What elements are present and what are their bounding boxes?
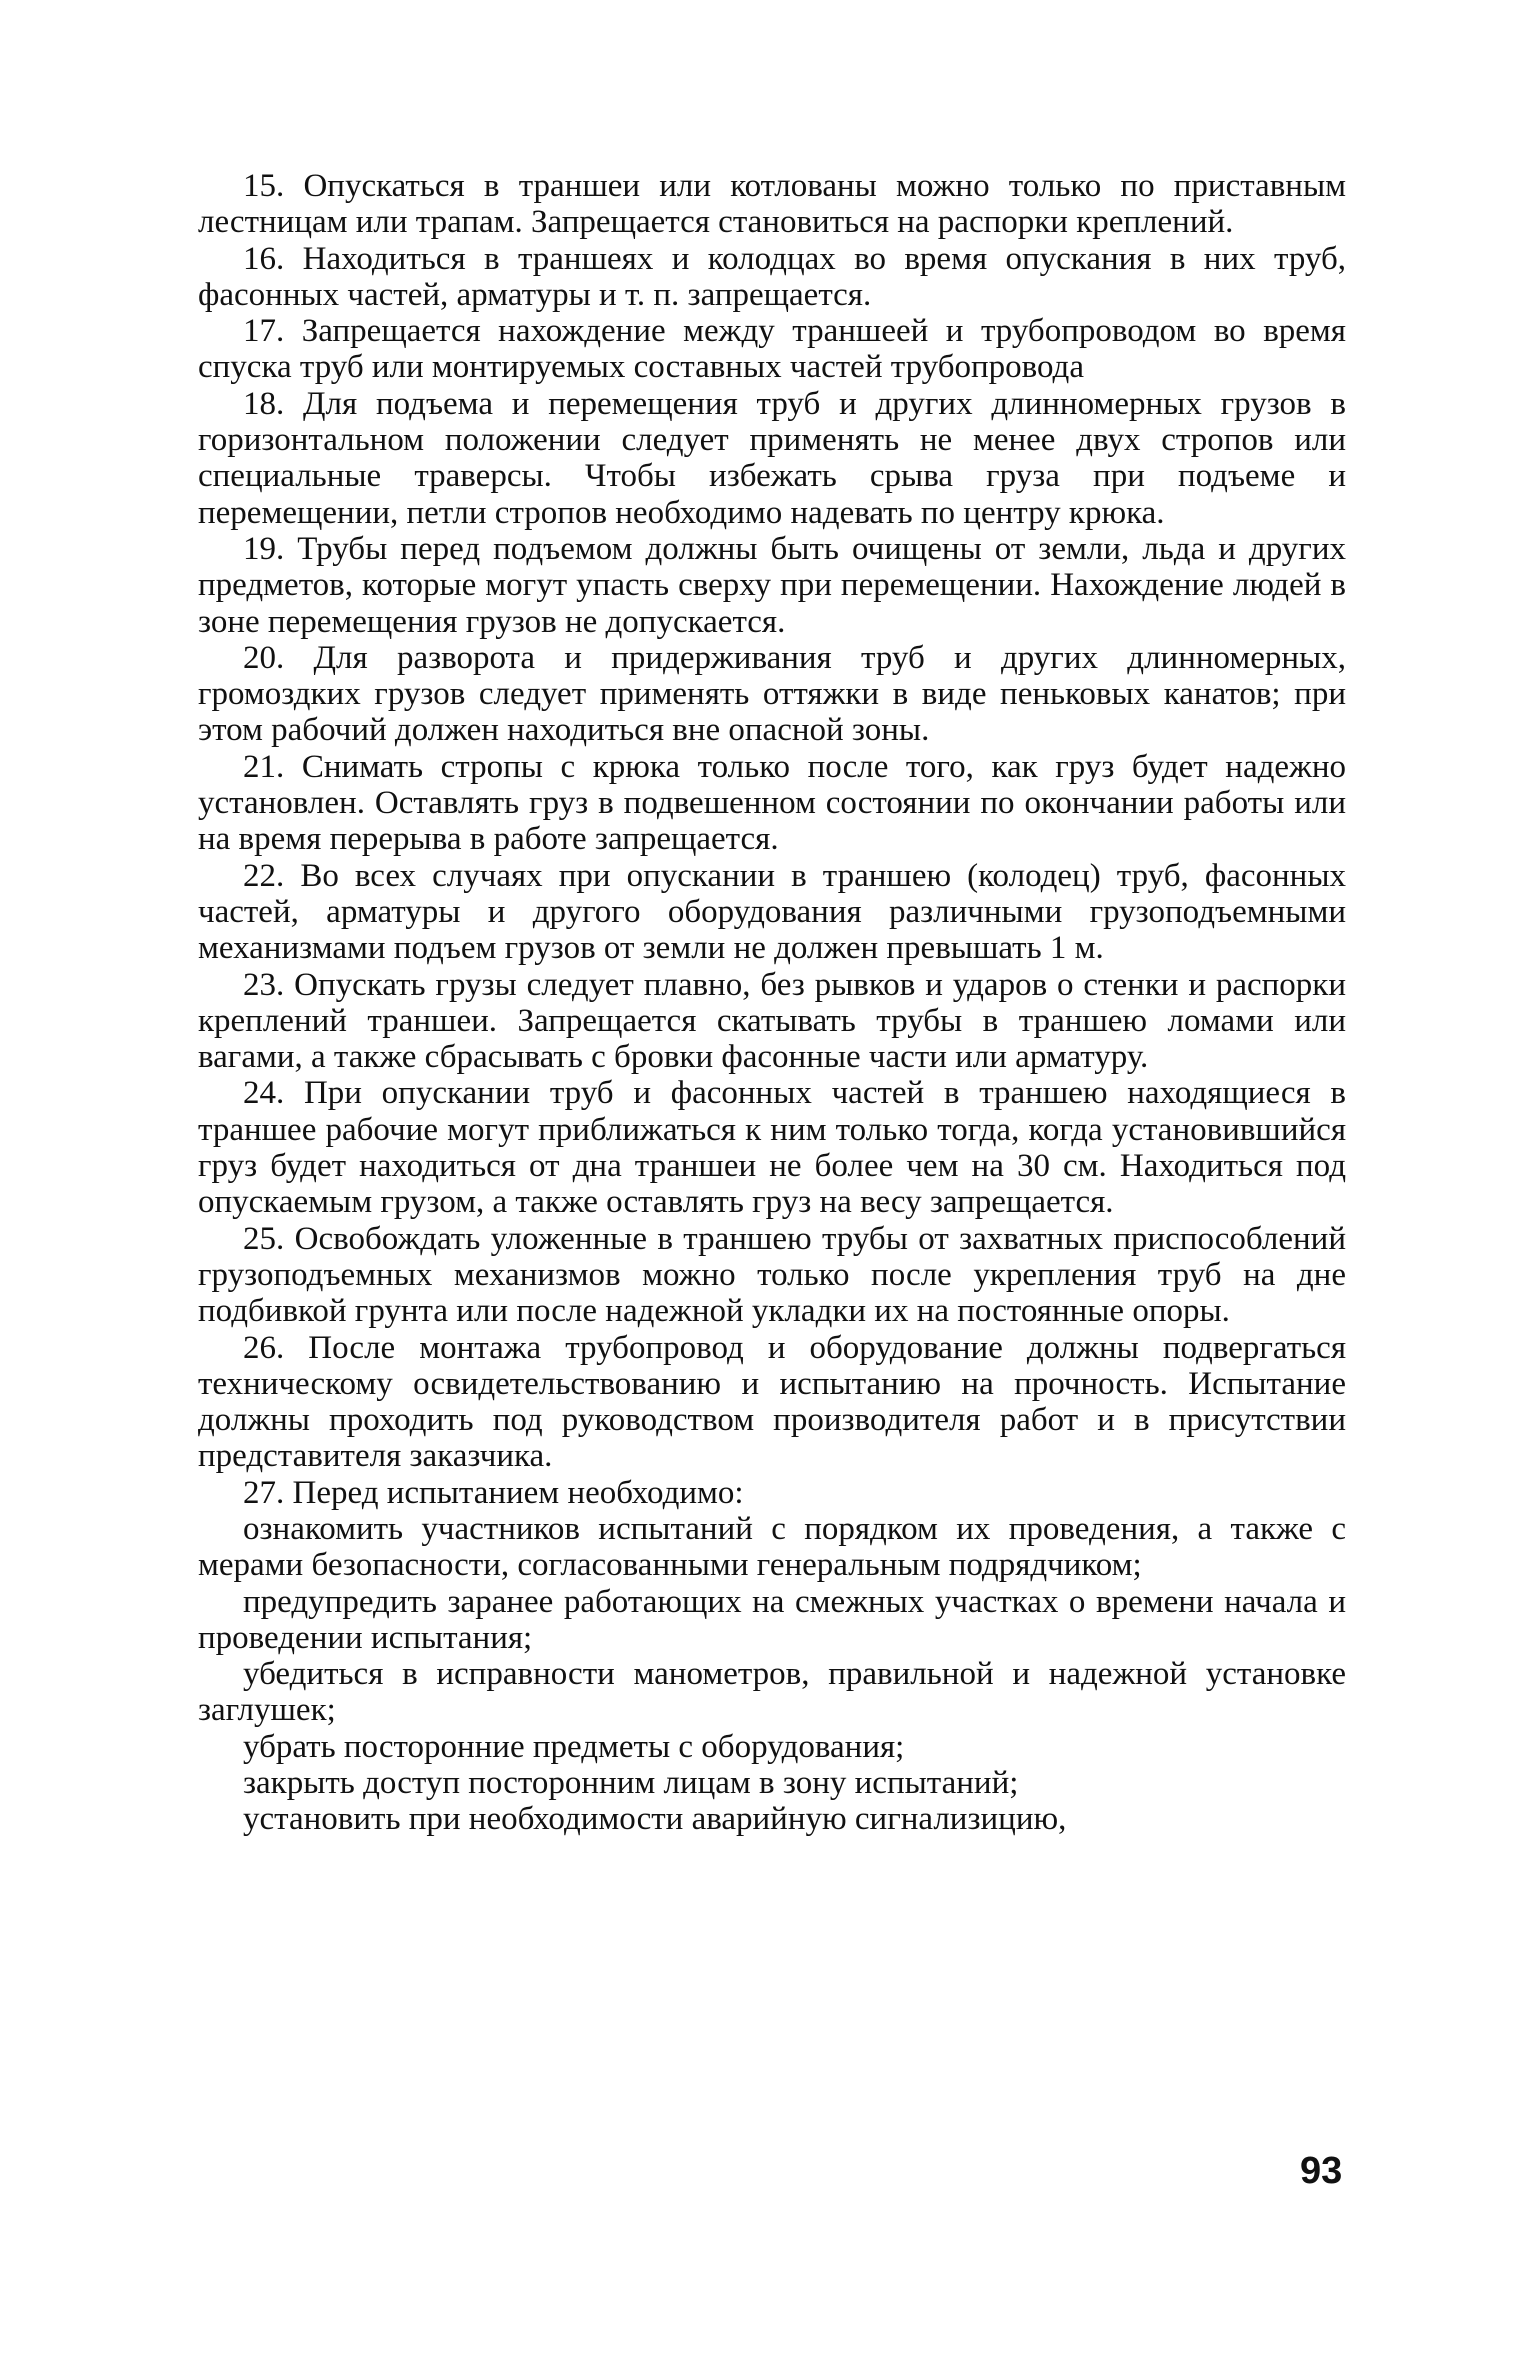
paragraph-19: 19. Трубы перед подъемом должны быть очищены от земли, льда и других предметов, которые могут упасть сверху при перемещении. Нахождение людей в зоне перемещения грузов не допускается. [198, 530, 1346, 640]
paragraph-16: 16. Находиться в траншеях и колодцах во время опускания в них труб, фасонных частей, арматуры и т. п. запрещается. [198, 240, 1346, 313]
paragraph-15: 15. Опускаться в траншеи или котлованы можно только по приставным лестницам или трапам. Запрещается становиться на распорки креплений. [198, 168, 1346, 241]
paragraph-18: 18. Для подъема и перемещения труб и других длинномерных грузов в горизонтальном положении следует применять не менее двух стропов или специальные траверсы. Чтобы избежать срыва груза при подъеме и перемещении, петли стропов необходимо надевать по центру крюка. [198, 385, 1346, 531]
paragraph-17: 17. Запрещается нахождение между траншеей и трубопроводом во время спуска труб или монтируемых составных частей трубопровода [198, 313, 1346, 386]
paragraph-22: 22. Во всех случаях при опускании в траншею (колодец) труб, фасонных частей, арматуры и другого оборудования различными грузоподъемными механизмами подъем грузов от земли не должен превышать 1 м. [198, 857, 1346, 967]
page-number: 93 [1300, 2150, 1343, 2192]
paragraph-27: 27. Перед испытанием необходимо: [243, 1474, 744, 1511]
list-item: ознакомить участников испытаний с порядком их проведения, а также с мерами безопасности, согласованными генеральным подрядчиком; [198, 1510, 1346, 1584]
list-item: установить при необходимости аварийную сигнализицию, [243, 1801, 1067, 1838]
paragraph-25: 25. Освобождать уложенные в траншею трубы от захватных приспособлений грузоподъемных механизмов можно только после укрепления труб на дне подбивкой грунта или после надежной укладки их на постоянные опоры. [198, 1220, 1346, 1330]
paragraph-26: 26. После монтажа трубопровод и оборудование должны подвергаться техническому освидетельствованию и испытанию на прочность. Испытание должны проходить под руководством производителя работ и в присутствии представителя заказчика. [198, 1329, 1346, 1475]
paragraph-23: 23. Опускать грузы следует плавно, без рывков и ударов о стенки и распорки креплений траншеи. Запрещается скатывать трубы в траншею ломами или вагами, а также сбрасывать с бровки фасонные части или арматуру. [198, 966, 1346, 1076]
list-item: убрать посторонние предметы с оборудования; [243, 1728, 905, 1765]
list-item: закрыть доступ посторонним лицам в зону испытаний; [243, 1765, 1019, 1802]
paragraph-24: 24. При опускании труб и фасонных частей в траншею находящиеся в траншее рабочие могут приближаться к ним только тогда, когда установившийся груз будет находиться от дна траншеи не более чем на 30 см. Находиться под опускаемым грузом, а также оставлять груз на весу запрещается. [198, 1075, 1346, 1221]
paragraph-20: 20. Для разворота и придерживания труб и других длинномерных, громоздких грузов следует применять оттяжки в виде пеньковых канатов; при этом рабочий должен находиться вне опасной зоны. [198, 639, 1346, 749]
list-item: предупредить заранее работающих на смежных участках о времени начала и проведении испытания; [198, 1583, 1346, 1656]
page-body [198, 168, 1346, 1838]
paragraph-21: 21. Снимать стропы с крюка только после того, как груз будет надежно установлен. Оставлять груз в подвешенном состоянии по окончании работы или на время перерыва в работе запрещается. [198, 748, 1346, 858]
list-item: убедиться в исправности манометров, правильной и надежной установке заглушек; [198, 1656, 1346, 1729]
